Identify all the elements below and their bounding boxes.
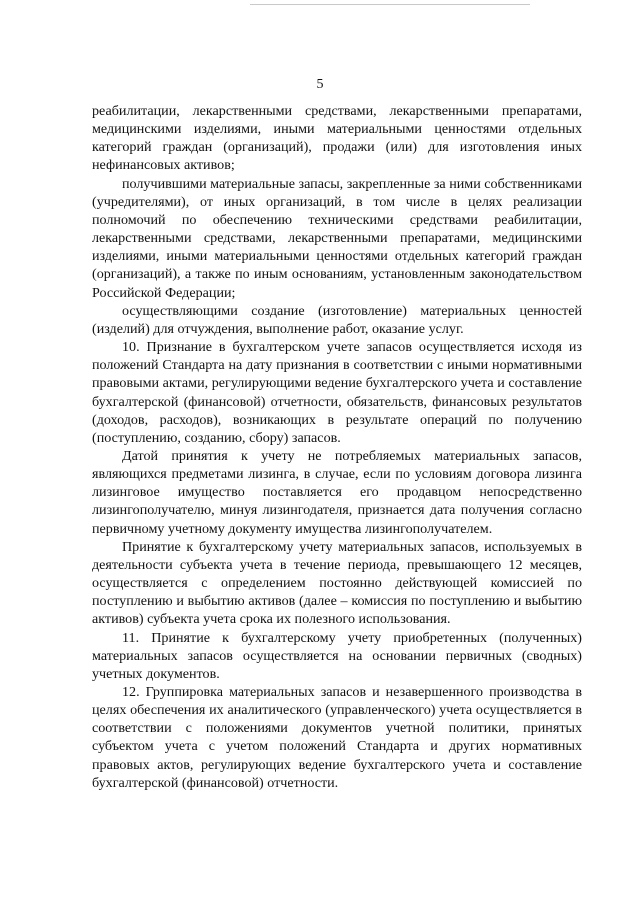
document-body: [92, 102, 582, 792]
paragraph-clause-12: 12. Группировка материальных запасов и незавершенного производства в целях обеспечения их аналитического (управленческого) учета осуществляется в соответствии с положениями документов учетной политики, принятых субъектом учета с учетом положений Стандарта и других нормативных правовых актов, регулирующих ведение бухгалтерского учета и составление бухгалтерской (финансовой) отчетности.: [92, 684, 582, 791]
paragraph-received-stocks: получившими материальные запасы, закрепленные за ними собственниками (учредителями), от иных организаций, в том числе в целях реализации полномочий по обеспечению техническими средствами реабилитации, лекарственными средствами, лекарственными препаратами, медицинскими изделиями, иными материальными ценностями отдельных категорий граждан (организаций), а также по иным основаниям, установленным законодательством Российской Федерации;: [92, 175, 582, 301]
paragraph-clause-10: 10. Признание в бухгалтерском учете запасов осуществляется исходя из положений Стандарта на дату признания в соответствии с иными нормативными правовыми актами, регулирующими ведение бухгалтерского учета и составление бухгалтерской (финансовой) отчетности, обязательств, финансовых результатов (доходов, расходов), возникающих в результате операций по получению (поступлению, созданию, сбору) запасов.: [92, 339, 582, 446]
paragraph-leasing-date: Датой принятия к учету не потребляемых материальных запасов, являющихся предметами лизинга, в случае, если по условиям договора лизинга лизинговое имущество поставляется его продавцом непосредственно лизингополучателю, минуя лизингодателя, признается дата получения согласно первичному учетному документу имущества лизингополучателем.: [92, 447, 582, 537]
scan-top-edge-line: [250, 4, 530, 5]
page-number: 5: [316, 77, 324, 92]
paragraph-continuation: реабилитации, лекарственными средствами, лекарственными препаратами, медицинскими изделиями, иными материальными ценностями отдельных категорий граждан (организаций), продажи (или) для изготовления иных нефинансовых активов;: [92, 103, 582, 174]
paragraph-useful-life: Принятие к бухгалтерскому учету материальных запасов, используемых в деятельности субъекта учета в течение периода, превышающего 12 месяцев, осуществляется с определением постоянно действующей комиссией по поступлению и выбытию активов (далее – комиссия по поступлению и выбытию активов) субъекта учета срока их полезного использования.: [92, 538, 582, 628]
paragraph-clause-11: 11. Принятие к бухгалтерскому учету приобретенных (полученных) материальных запасов осуществляется на основании первичных (сводных) учетных документов.: [92, 629, 582, 682]
paragraph-manufacturing: осуществляющими создание (изготовление) материальных ценностей (изделий) для отчуждения, выполнение работ, оказание услуг.: [92, 302, 582, 337]
